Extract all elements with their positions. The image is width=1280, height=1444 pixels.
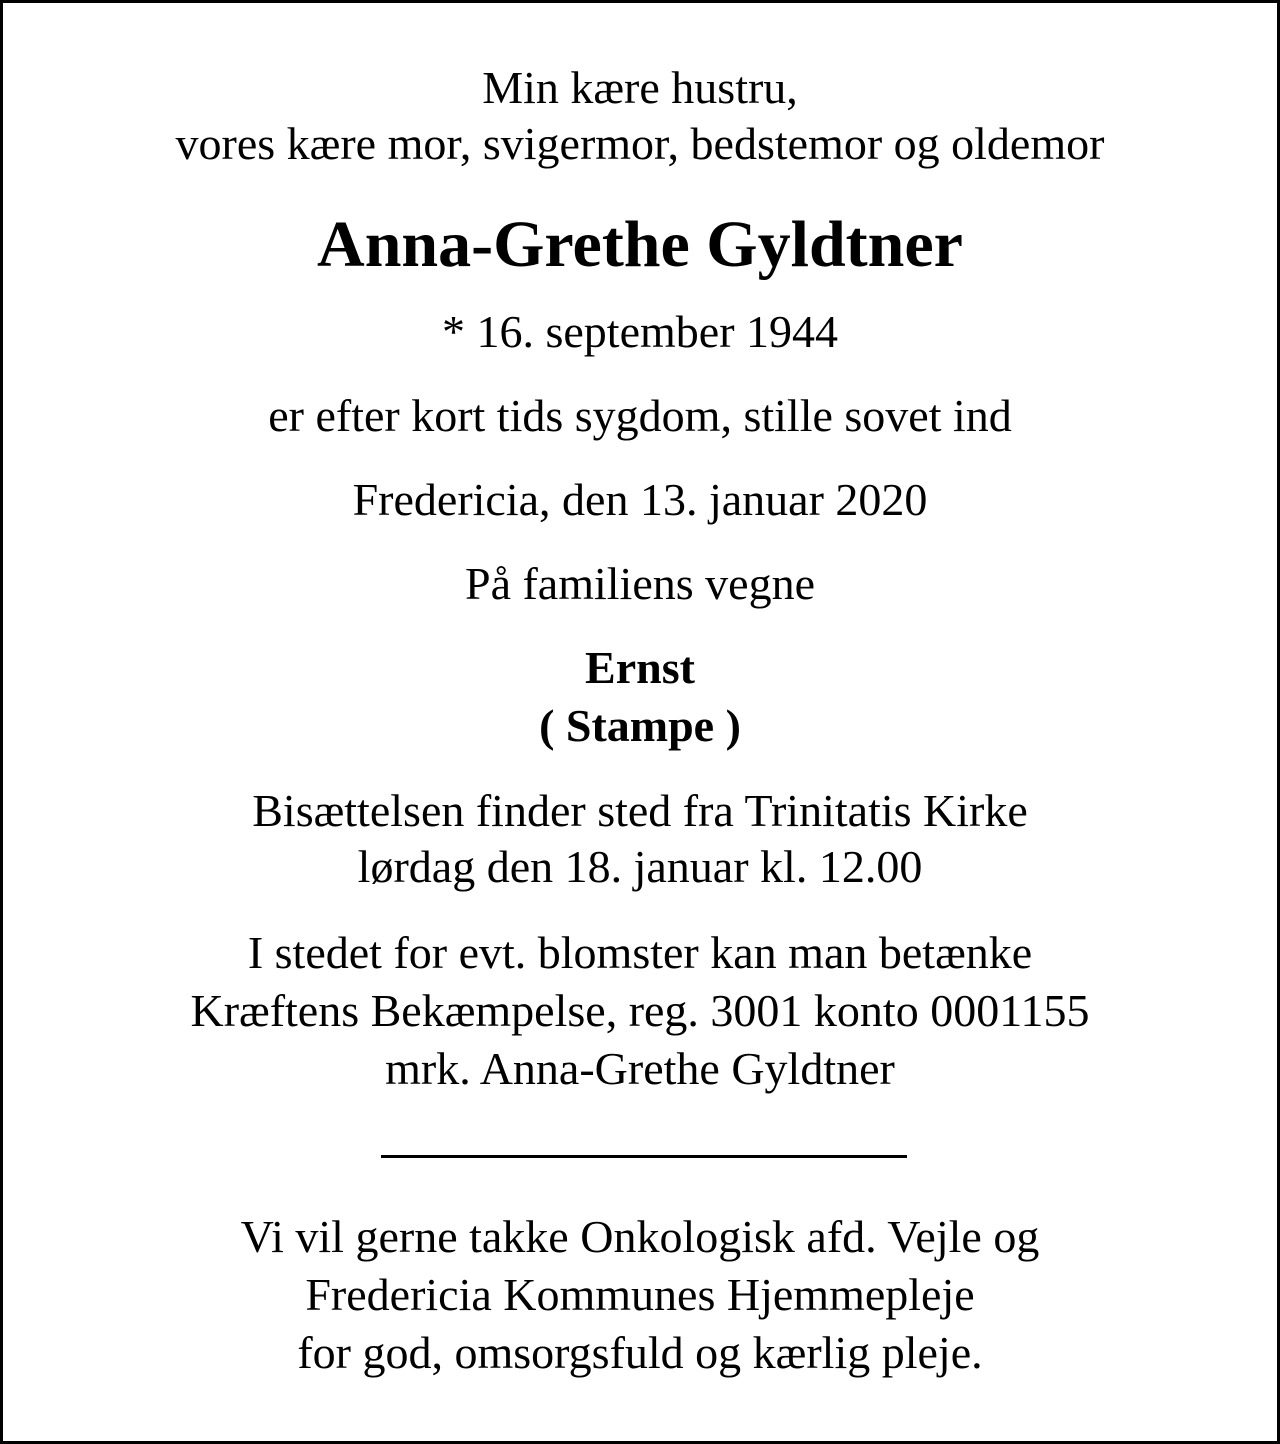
thanks-line-3: for god, omsorgsfuld og kærlig pleje. xyxy=(297,1327,983,1378)
donation-line-1: I stedet for evt. blomster kan man betænke xyxy=(247,927,1033,978)
funeral-line-1: Bisættelsen finder sted fra Trinitatis Kirke xyxy=(252,785,1028,836)
signatory-name: Ernst xyxy=(585,642,695,693)
birth-date: * 16. september 1944 xyxy=(441,306,839,357)
deceased-name: Anna-Grethe Gyldtner xyxy=(317,208,963,281)
place-date: Fredericia, den 13. januar 2020 xyxy=(352,474,928,525)
signatory-note: ( Stampe ) xyxy=(539,700,741,751)
on-behalf-text: På familiens vegne xyxy=(464,558,815,609)
thanks-line-1: Vi vil gerne takke Onkologisk afd. Vejle og xyxy=(240,1211,1040,1262)
passing-text: er efter kort tids sygdom, stille sovet ind xyxy=(268,390,1012,441)
thanks-line-2: Fredericia Kommunes Hjemmepleje xyxy=(305,1269,975,1320)
intro-line-1: Min kære hustru, xyxy=(482,62,798,113)
donation-line-3: mrk. Anna-Grethe Gyldtner xyxy=(385,1043,895,1094)
section-divider xyxy=(381,1155,907,1158)
intro-line-2: vores kære mor, svigermor, bedstemor og oldemor xyxy=(175,118,1105,169)
donation-line-2: Kræftens Bekæmpelse, reg. 3001 konto 0001155 xyxy=(190,985,1090,1036)
funeral-line-2: lørdag den 18. januar kl. 12.00 xyxy=(357,841,923,892)
